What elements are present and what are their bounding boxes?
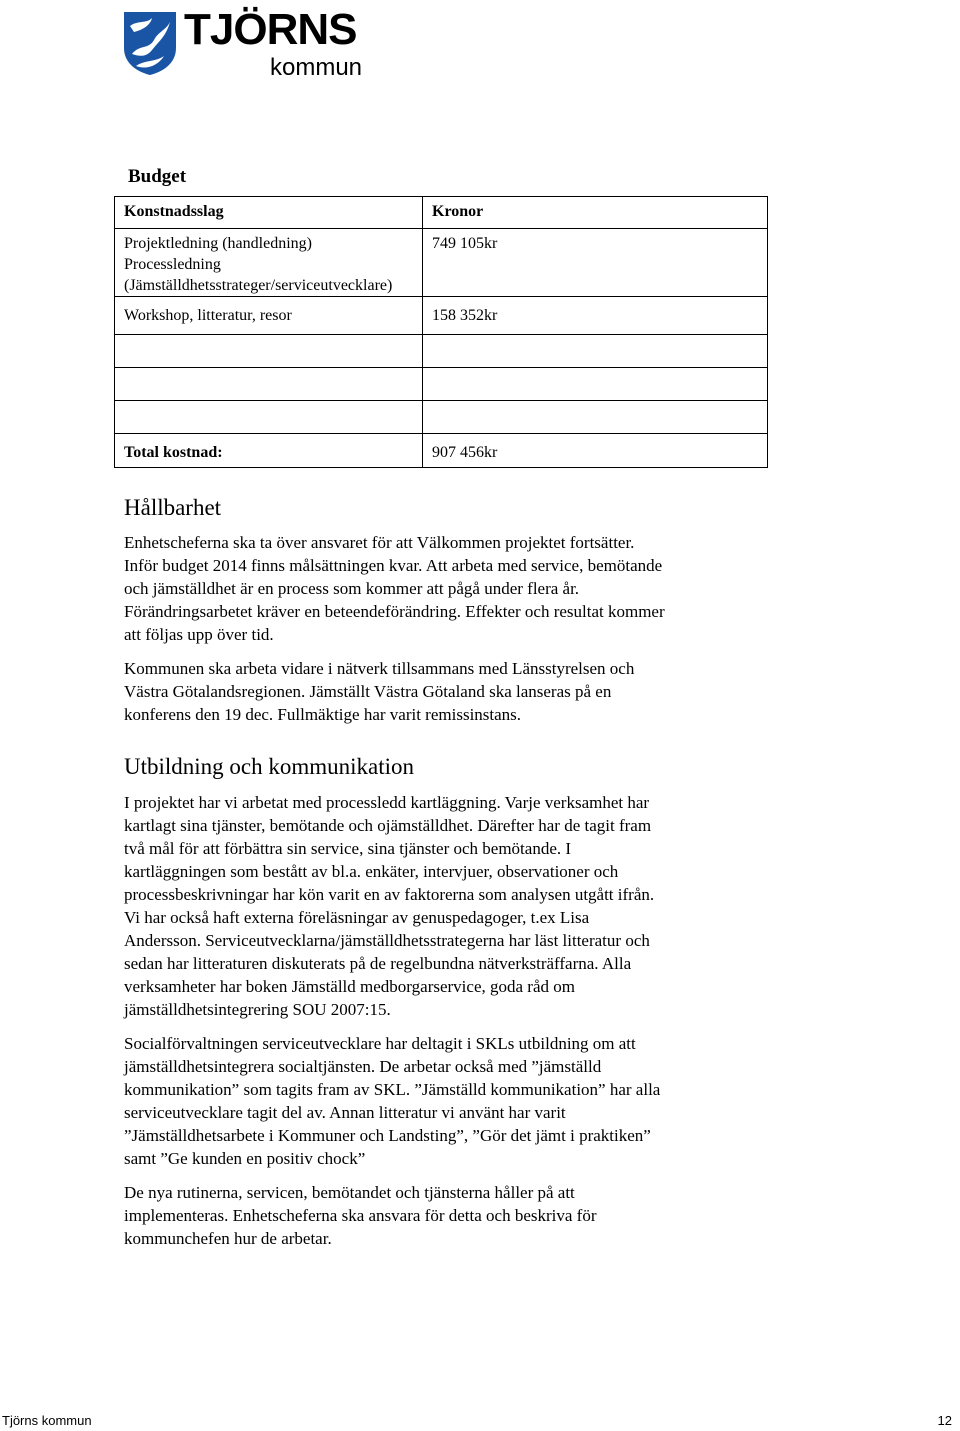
text-line: sedan har litteraturen diskuterats på de regelbundna nätverksträffarna. Alla <box>124 954 632 973</box>
paragraph <box>124 531 764 646</box>
section-heading: Hållbarhet <box>124 495 222 520</box>
logo-subtitle: kommun <box>270 54 363 81</box>
cost-type-line: Processledning <box>124 256 221 273</box>
text-line: Socialförvaltningen serviceutvecklare har deltagit i SKLs utbildning om att <box>124 1034 636 1053</box>
text-line: De nya rutinerna, servicen, bemötandet och tjänsterna håller på att <box>124 1183 575 1202</box>
cost-type-line: Projektledning (handledning) <box>124 235 312 252</box>
text-line: serviceutvecklare tagit del av. Annan litteratur vi använt har varit <box>124 1103 566 1122</box>
text-line: Andersson. Serviceutvecklarna/jämställdhetsstrategerna har läst litteratur och <box>124 931 650 950</box>
amount-cell <box>423 368 768 401</box>
text-line: kartlagt sina tjänster, bemötande och ojämställdhet. Därefter har de tagit fram <box>124 816 652 835</box>
text-line: jämställdhetsintegrera socialtjänsten. De arbetar också med ”jämställd <box>124 1057 602 1076</box>
text-line: Kommunen ska arbeta vidare i nätverk tillsammans med Länsstyrelsen och <box>124 659 635 678</box>
amount-cell: 749 105kr <box>423 229 768 297</box>
footer-organization: Tjörns kommun <box>2 1413 92 1428</box>
text-line: och jämställdhet är en process som kommer att pågå under flera år. <box>124 579 580 598</box>
text-line: kartläggningen som bestått av bl.a. enkäter, intervjuer, observationer och <box>124 862 619 881</box>
text-line: Enhetscheferna ska ta över ansvaret för att Välkommen projektet fortsätter. <box>124 533 635 552</box>
hallbarhet-section <box>124 494 764 726</box>
paragraph <box>124 791 764 1021</box>
column-header-amount: Kronor <box>423 197 768 229</box>
total-amount: 907 456kr <box>423 434 768 468</box>
text-line: samt ”Ge kunden en positiv chock” <box>124 1149 366 1168</box>
table-row <box>115 297 768 335</box>
text-line: I projektet har vi arbetat med processledd kartläggning. Varje verksamhet har <box>124 793 650 812</box>
amount-cell: 158 352kr <box>423 297 768 335</box>
section-heading: Utbildning och kommunikation <box>124 754 415 779</box>
cost-type-cell <box>115 368 423 401</box>
amount-cell <box>423 335 768 368</box>
cost-type-cell: Workshop, litteratur, resor <box>115 297 423 335</box>
text-line: Västra Götalandsregionen. Jämställt Västra Götaland ska lanseras på en <box>124 682 612 701</box>
logo-wordmark: TJÖRNS <box>184 5 357 54</box>
table-total-row <box>115 434 768 468</box>
table-row-empty <box>115 335 768 368</box>
text-line: implementeras. Enhetscheferna ska ansvara för detta och beskriva för <box>124 1206 597 1225</box>
table-row <box>115 229 768 297</box>
text-line: ”Jämställdhetsarbete i Kommuner och Landsting”, ”Gör det jämt i praktiken” <box>124 1126 651 1145</box>
page-number: 12 <box>937 1413 952 1428</box>
text-line: Inför budget 2014 finns målsättningen kvar. Att arbeta med service, bemötande <box>124 556 663 575</box>
cost-type-cell <box>115 401 423 434</box>
amount-cell <box>423 401 768 434</box>
text-line: konferens den 19 dec. Fullmäktige har varit remissinstans. <box>124 705 522 724</box>
coat-of-arms-icon <box>122 10 178 76</box>
text-line: Förändringsarbetet kräver en beteendeförändring. Effekter och resultat kommer <box>124 602 665 621</box>
paragraph <box>124 1032 764 1170</box>
column-header-cost-type: Konstnadsslag <box>115 197 423 229</box>
paragraph <box>124 657 764 726</box>
tjorns-kommun-logo <box>122 5 382 81</box>
text-line: kommunchefen hur de arbetar. <box>124 1229 332 1248</box>
text-line: processbeskrivningar har kön varit en av faktorerna som analysen utgått ifrån. <box>124 885 655 904</box>
paragraph <box>124 1181 764 1250</box>
text-line: att följas upp över tid. <box>124 625 274 644</box>
table-row-empty <box>115 368 768 401</box>
text-line: jämställdhetsintegrering SOU 2007:15. <box>124 1000 391 1019</box>
budget-table <box>114 196 768 468</box>
budget-title: Budget <box>128 166 187 187</box>
cost-type-line: (Jämställdhetsstrateger/serviceutvecklare) <box>124 277 393 294</box>
text-line: kommunikation” som tagits fram av SKL. ”Jämställd kommunikation” har alla <box>124 1080 661 1099</box>
cost-type-cell <box>115 335 423 368</box>
utbildning-section <box>124 753 764 1250</box>
table-header-row <box>115 197 768 229</box>
text-line: två mål för att förbättra sin service, sina tjänster och bemötande. I <box>124 839 572 858</box>
cost-type-cell <box>115 229 423 297</box>
table-row-empty <box>115 401 768 434</box>
text-line: verksamheter har boken Jämställd medborgarservice, goda råd om <box>124 977 575 996</box>
total-label: Total kostnad: <box>115 434 423 468</box>
text-line: Vi har också haft externa föreläsningar av genuspedagoger, t.ex Lisa <box>124 908 590 927</box>
